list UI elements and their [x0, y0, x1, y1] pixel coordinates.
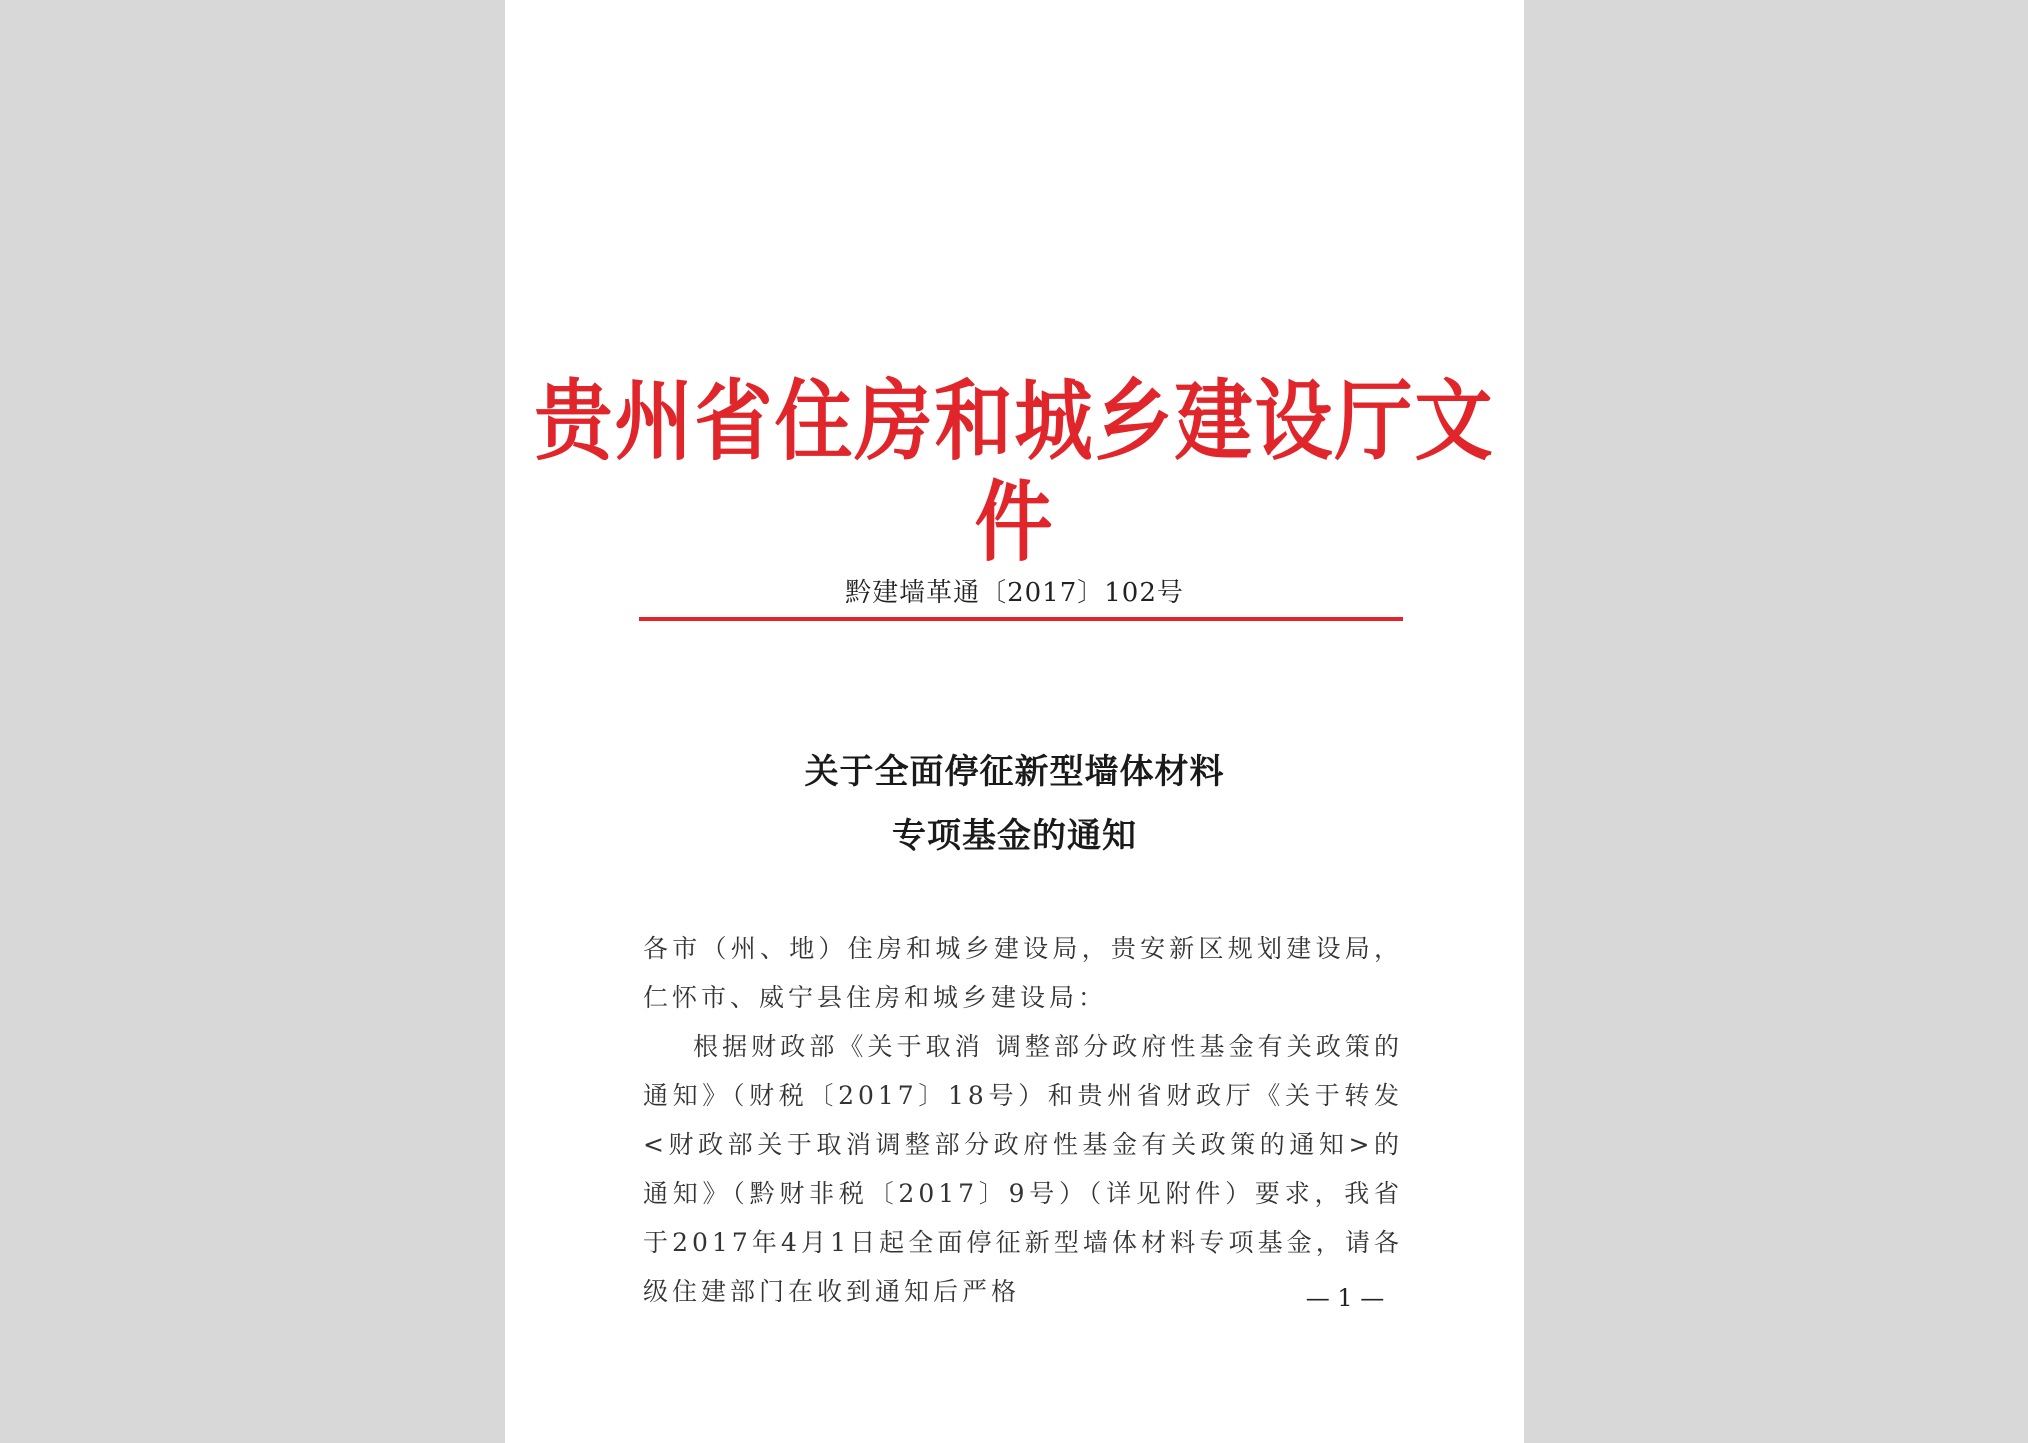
- title-line-2: 专项基金的通知: [892, 816, 1137, 856]
- document-title: [505, 740, 1524, 868]
- body-paragraph: 根据财政部《关于取消 调整部分政府性基金有关政策的通知》（财税〔2017〕18号）和贵州省财政厅《关于转发<财政部关于取消调整部分政府性基金有关政策的通知>的通知》（黔财非税〔2017〕9号）（详见附件）要求，我省于2017年4月1日起全面停征新型墙体材料专项基金，请各级住建部门在收到通知后严格: [643, 1032, 1403, 1306]
- document-header: 贵州省住房和城乡建设厅文件: [534, 370, 1495, 574]
- page-number: — 1 —: [1305, 1284, 1385, 1312]
- title-line-1: 关于全面停征新型墙体材料: [804, 752, 1225, 792]
- document-page: [505, 0, 1524, 1443]
- red-divider: [639, 617, 1403, 621]
- document-number: 黔建墙革通〔2017〕102号: [845, 578, 1184, 608]
- document-body: [643, 924, 1403, 1316]
- addressee: 各市（州、地）住房和城乡建设局，贵安新区规划建设局，仁怀市、威宁县住房和城乡建设局：: [643, 934, 1403, 1012]
